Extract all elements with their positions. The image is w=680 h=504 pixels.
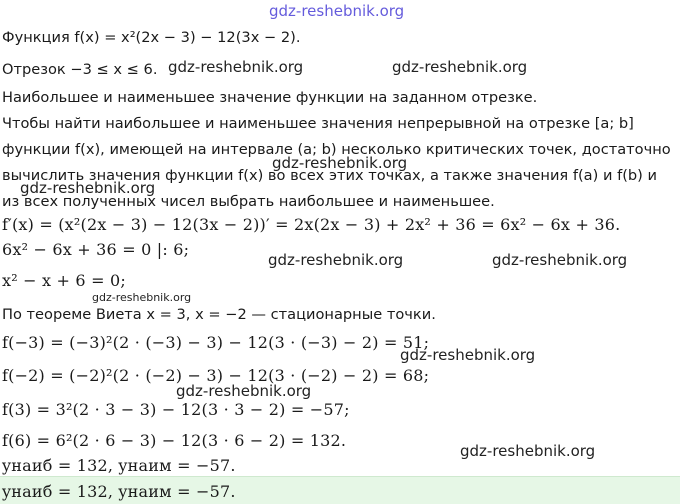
watermark: gdz-reshebnik.org [392,58,528,76]
watermark: gdz-reshebnik.org [492,251,628,269]
watermark: gdz-reshebnik.org [460,442,596,460]
watermark: gdz-reshebnik.org [92,291,192,304]
value-at-3: f(3) = 3²(2 · 3 − 3) − 12(3 · 3 − 2) = −57; [2,400,350,419]
watermark: gdz-reshebnik.org [176,382,312,400]
interval-line: Отрезок −3 ≤ x ≤ 6. [2,61,158,78]
watermark: gdz-reshebnik.org [272,154,408,172]
function-line: Функция f(x) = x²(2x − 3) − 12(3x − 2). [2,29,301,46]
method-line-2: функции f(x), имеющей на интервале (a; b) несколько критических точек, достаточно [2,141,671,158]
watermark: gdz-reshebnik.org [400,346,536,364]
method-line-1: Чтобы найти наибольшее и наименьшее значения непрерывной на отрезке [a; b] [2,115,634,132]
value-at-6: f(6) = 6²(2 · 6 − 3) − 12(3 · 6 − 2) = 132. [2,431,347,450]
method-line-4: из всех полученных чисел выбрать наибольшее и наименьшее. [2,193,495,210]
watermark: gdz-reshebnik.org [268,251,404,269]
watermark: gdz-reshebnik.org [269,2,405,20]
answer-line: yнаиб = 132, yнаим = −57. [2,456,236,475]
answer-line-highlighted: yнаиб = 132, yнаим = −57. [2,482,236,501]
value-at-minus-3: f(−3) = (−3)²(2 · (−3) − 3) − 12(3 · (−3) − 2) = 51; [2,333,430,352]
method-line-3: вычислить значения функции f(x) во всех этих точках, а также значения f(a) и f(b) и [2,167,657,184]
watermark: gdz-reshebnik.org [20,179,156,197]
vieta-line: По теореме Виета x = 3, x = −2 — стационарные точки. [2,306,436,323]
reduced-equation-line: x² − x + 6 = 0; [2,271,126,290]
watermark: gdz-reshebnik.org [168,58,304,76]
value-at-minus-2: f(−2) = (−2)²(2 · (−2) − 3) − 12(3 · (−2) − 2) = 68; [2,366,430,385]
task-line: Наибольшее и наименьшее значение функции на заданном отрезке. [2,89,538,106]
derivative-line: f′(x) = (x²(2x − 3) − 12(3x − 2))′ = 2x(2x − 3) + 2x² + 36 = 6x² − 6x + 36. [2,215,621,234]
equation-line: 6x² − 6x + 36 = 0 |: 6; [2,240,190,259]
